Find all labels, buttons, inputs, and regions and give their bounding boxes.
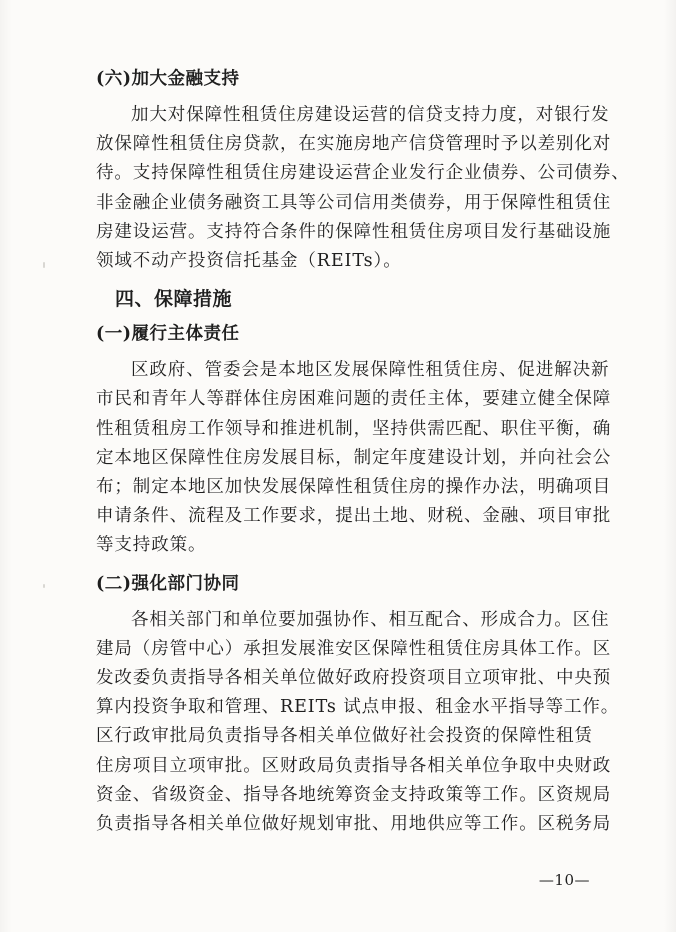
paragraph-line: 非金融企业债务融资工具等公司信用类债券，用于保障性租赁住 [96, 192, 612, 213]
heading-6-finance: (六)加大金融支持 [96, 69, 240, 89]
document-body [96, 62, 630, 849]
paragraph-line: 各相关部门和单位要加强协作、相互配合、形成合力。区住 [131, 609, 610, 630]
paragraph-line: 建局（房管中心）承担发展淮安区保障性租赁住房具体工作。区 [96, 638, 612, 659]
page-number: —10— [538, 871, 590, 889]
paragraph-line: 性租赁租房工作领导和推进机制，坚持供需匹配、职住平衡，确 [96, 418, 612, 439]
scan-speck [43, 584, 45, 588]
paragraph-line: 算内投资争取和管理、REITs 试点申报、租金水平指导等工作。 [96, 697, 620, 718]
para-coordination [96, 606, 620, 840]
heading-2-coordination: (二)强化部门协同 [96, 573, 240, 594]
heading-4-measures: 四、保障措施 [115, 288, 233, 311]
paragraph-line: 房建设运营。支持符合条件的保障性租赁住房项目发行基础设施 [96, 221, 612, 242]
paragraph-line: 等支持政策。 [96, 535, 207, 556]
paragraph-line: 资金、省级资金、指导各地统筹资金支持政策等工作。区资规局 [96, 784, 612, 805]
paragraph-line: 住房项目立项审批。区财政局负责指导各相关单位争取中央财政 [96, 755, 612, 776]
paragraph-line: 负责指导各相关单位做好规划审批、用地供应等工作。区税务局 [96, 814, 612, 835]
paragraph-line: 发改委负责指导各相关单位做好政府投资项目立项审批、中央预 [96, 668, 612, 689]
paragraph-line: 放保障性租赁住房贷款，在实施房地产信贷管理时予以差别化对 [96, 134, 612, 155]
para-finance [96, 101, 630, 276]
paragraph-line: 市民和青年人等群体住房困难问题的责任主体，要建立健全保障 [96, 389, 612, 410]
paragraph-line: 布；制定本地区加快发展保障性租赁住房的操作办法，明确项目 [96, 477, 612, 498]
scan-speck [43, 262, 45, 268]
paragraph-line: 区政府、管委会是本地区发展保障性租赁住房、促进解决新 [131, 360, 610, 381]
heading-1-responsibility: (一)履行主体责任 [96, 324, 240, 345]
paragraph-line: 加大对保障性租赁住房建设运营的信贷支持力度，对银行发 [131, 105, 610, 125]
paragraph-line: 待。支持保障性租赁住房建设运营企业发行企业债券、公司债券、 [96, 163, 630, 184]
paragraph-line: 领域不动产投资信托基金（REITs）。 [96, 251, 402, 272]
paragraph-line: 区行政审批局负责指导各相关单位做好社会投资的保障性租赁 [96, 726, 593, 747]
paragraph-line: 定本地区保障性住房发展目标，制定年度建设计划，并向社会公 [96, 447, 612, 468]
paragraph-line: 申请条件、流程及工作要求，提出土地、财税、金融、项目审批 [96, 506, 612, 527]
para-responsibility [96, 356, 612, 560]
